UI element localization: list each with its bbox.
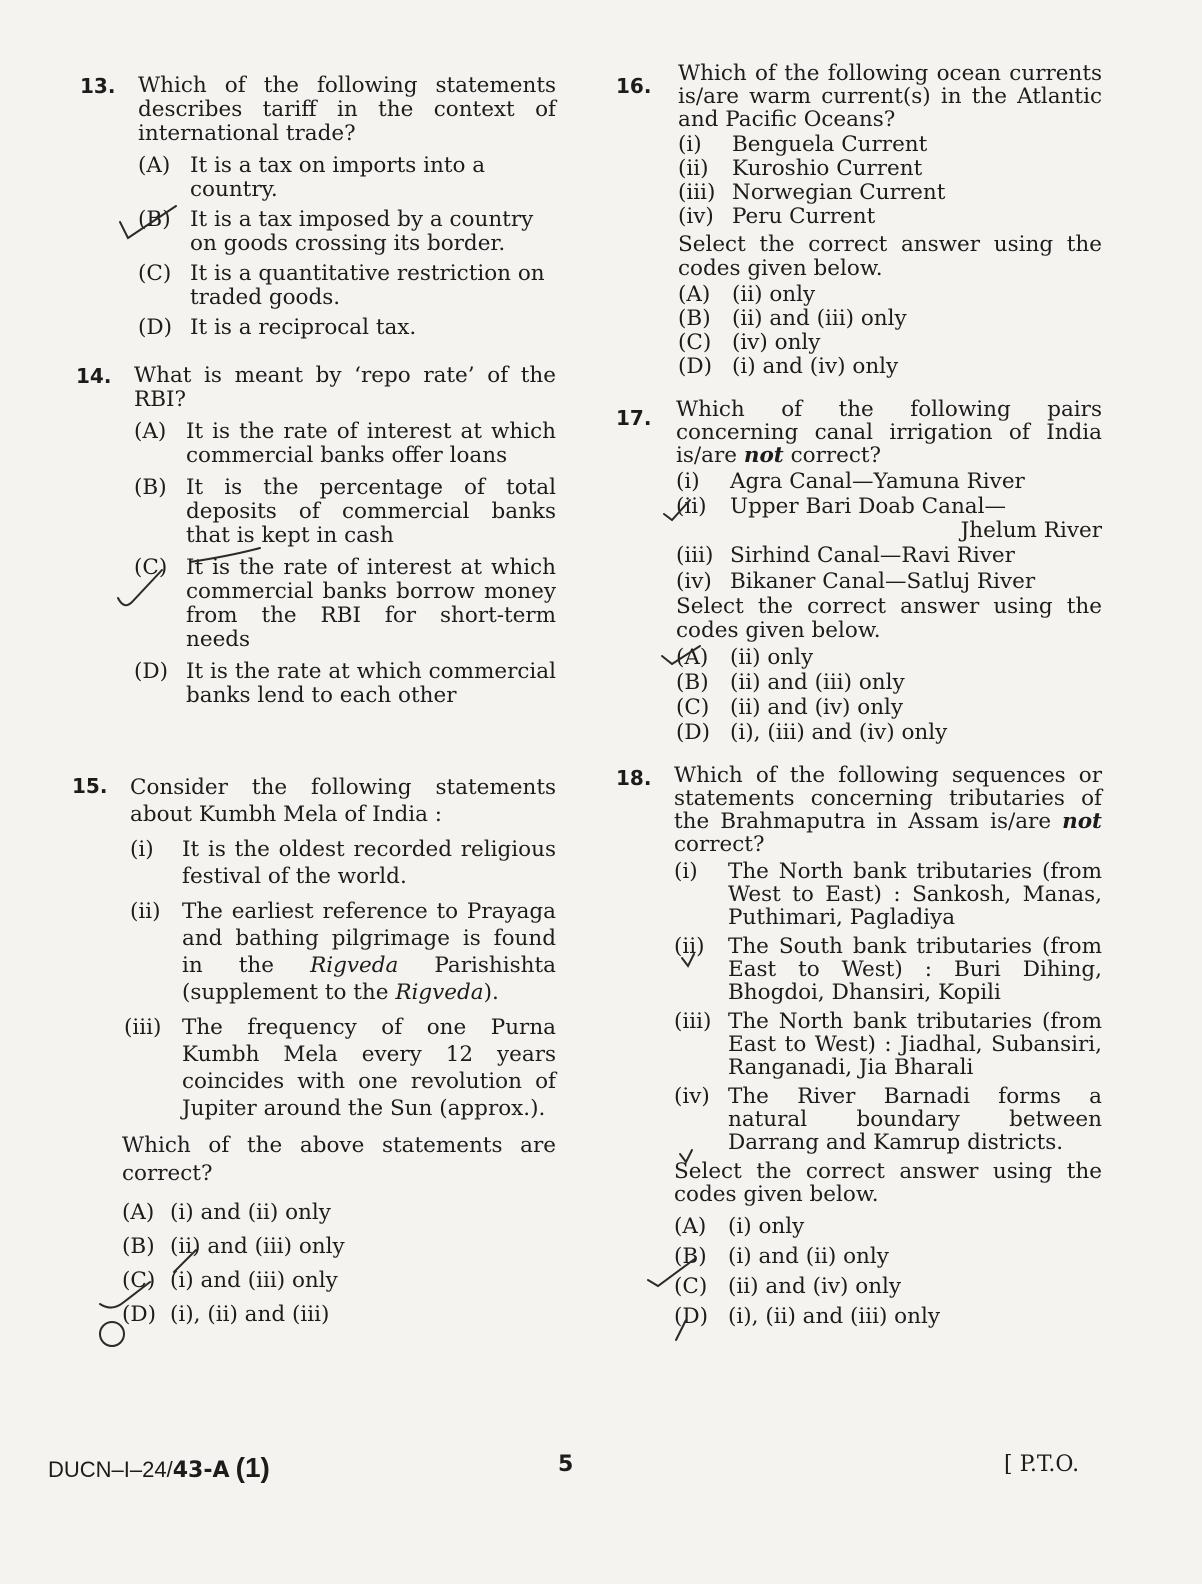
question-stem: Which of the following pairs concerning canal irrigation of India is/are not correct?	[676, 397, 1102, 468]
option-d: (D) It is the rate at which commercial banks lend to each other	[134, 659, 556, 708]
paper-code: DUCN–I–24/43-A (1)	[48, 1452, 270, 1483]
question-13	[70, 74, 556, 340]
question-stem: Which of the following ocean currents is/are warm current(s) in the Atlantic and Pacific Oceans?	[678, 61, 1102, 132]
item-iii: (iii) Sirhind Canal—Ravi River	[676, 543, 1015, 568]
option-d: (D) (i), (ii) and (iii) only	[674, 1304, 940, 1329]
question-stem: Which of the following sequences or statements concerning tributaries of the Brahmaputra in Assam is/are not correct?	[674, 763, 1102, 857]
item-iv: (iv) The River Barnadi forms a natural boundary between Darrang and Kamrup districts.	[674, 1084, 1102, 1155]
item-iv: (iv) Peru Current	[678, 204, 876, 229]
question-17	[616, 398, 1102, 745]
option-b: (B) It is the percentage of total deposits of commercial banks that is kept in cash	[134, 475, 556, 548]
option-b: (B) (ii) and (iii) only	[676, 670, 905, 695]
option-c: (C) It is a quantitative restriction on traded goods.	[138, 261, 545, 310]
question-stem: Which of the following statements describes tariff in the context of international trade?	[138, 73, 556, 146]
item-ii: (ii) Kuroshio Current	[678, 156, 923, 181]
question-number: 16.	[616, 74, 652, 98]
option-a: (A) (i) only	[674, 1214, 805, 1239]
question-15	[70, 774, 556, 1332]
option-a: (A) (i) and (ii) only	[122, 1200, 331, 1225]
statement-i: (i) It is the oldest recorded religious festival of the world.	[130, 837, 556, 889]
statement-iii: (iii) The frequency of one Purna Kumbh Mela every 12 years coincides with one revolution of Jupiter around the Sun (approx.).	[124, 1015, 556, 1121]
option-c: (C) (iv) only	[678, 330, 821, 355]
select-instruction: Select the correct answer using the codes given below.	[676, 594, 1102, 643]
item-iv: (iv) Bikaner Canal—Satluj River	[676, 569, 1036, 594]
option-b: (B) (ii) and (iii) only	[678, 306, 907, 331]
item-i: (i) Benguela Current	[678, 132, 928, 157]
option-a: (A) It is a tax on imports into a country.	[138, 153, 486, 202]
question-stem: What is meant by ‘repo rate’ of the RBI?	[134, 363, 556, 412]
question-16	[616, 62, 1102, 379]
option-c: (C) (ii) and (iv) only	[676, 695, 904, 720]
item-iii: (iii) The North bank tributaries (from East to West) : Jiadhal, Subansiri, Ranganadi, Jia Bharali	[674, 1009, 1102, 1080]
option-d: (D) It is a reciprocal tax.	[138, 315, 417, 340]
option-a: (A) It is the rate of interest at which commercial banks offer loans	[134, 419, 556, 468]
question-number: 14.	[76, 364, 112, 388]
option-c: (C) It is the rate of interest at which commercial banks borrow money from the RBI for short-term needs	[134, 555, 556, 652]
option-c: (C) (ii) and (iv) only	[674, 1274, 902, 1299]
item-ii: (ii) Upper Bari Doab Canal— Jhelum River	[676, 494, 1102, 543]
option-d: (D) (i) and (iv) only	[678, 354, 899, 379]
option-c: (C) (i) and (iii) only	[122, 1268, 338, 1293]
item-i: (i) The North bank tributaries (from West to East) : Sankosh, Manas, Puthimari, Pagladiya	[674, 859, 1102, 930]
select-instruction: Select the correct answer using the codes given below.	[678, 232, 1102, 281]
question-stem: Consider the following statements about Kumbh Mela of India :	[130, 775, 556, 827]
question-number: 15.	[72, 774, 108, 798]
option-a: (A) (ii) only	[678, 282, 816, 307]
option-b: (B) It is a tax imposed by a country on goods crossing its border.	[138, 207, 534, 256]
question-number: 17.	[616, 406, 652, 430]
option-a: (A) (ii) only	[676, 645, 814, 670]
question-number: 18.	[616, 766, 652, 790]
statement-ii: (ii) The earliest reference to Prayaga and bathing pilgrimage is found in the Rigveda Parishishta (supplement to the Rigveda).	[130, 899, 556, 1005]
option-b: (B) (ii) and (iii) only	[122, 1234, 345, 1259]
question-prompt: Which of the above statements are correct?	[122, 1133, 556, 1186]
question-18	[616, 764, 1102, 1332]
page-number: 5	[558, 1452, 574, 1477]
option-d: (D) (i), (ii) and (iii)	[122, 1302, 330, 1327]
please-turn-over: [ P.T.O.	[1004, 1452, 1080, 1477]
item-ii: (ii) The South bank tributaries (from East to West) : Buri Dihing, Bhogdoi, Dhansiri, Kopili	[674, 934, 1102, 1005]
option-b: (B) (i) and (ii) only	[674, 1244, 889, 1269]
question-14	[70, 364, 556, 708]
option-d: (D) (i), (iii) and (iv) only	[676, 720, 948, 745]
select-instruction: Select the correct answer using the codes given below.	[674, 1159, 1102, 1207]
item-i: (i) Agra Canal—Yamuna River	[676, 469, 1025, 494]
item-iii: (iii) Norwegian Current	[678, 180, 946, 205]
question-number: 13.	[80, 74, 116, 98]
